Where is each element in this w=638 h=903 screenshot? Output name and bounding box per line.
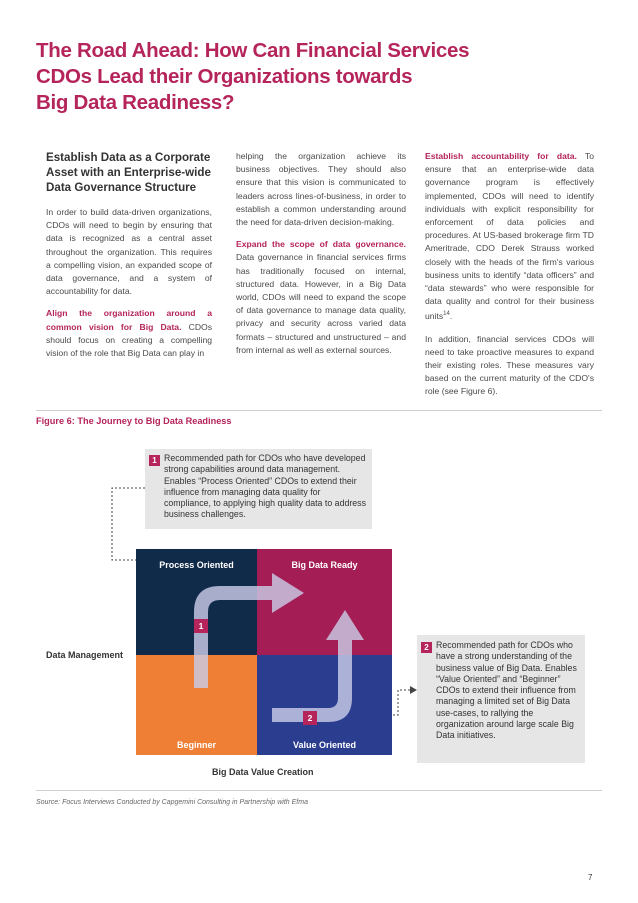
col1-p2-lead: Align the organization around a common vision for Big Data. — [46, 308, 212, 332]
col1-p2-body: CDOs should focus on creating a compelling vision of the role that Big Data can play in — [46, 321, 213, 359]
label-beginner: Beginner — [176, 740, 216, 750]
figure-title: Figure 6: The Journey to Big Data Readiness — [36, 416, 232, 426]
path-1-arrow — [194, 573, 304, 688]
col3-p1-end: . — [449, 311, 453, 322]
col2-paragraph-1: helping the organization achieve its business objectives. They should also ensure that this vision is communicated to leaders across lines-of-business, in order to establish a common understanding around the need for data-driven decision-making. — [236, 151, 406, 228]
callout-2 — [417, 635, 585, 763]
col1-paragraph-1: In order to build data-driven organizations, CDOs will need to begin by ensuring that data is recognized as a central asset throughout the organization. This requires a compelling vision, an expanded scope of data governance, and a system of accountability for data. — [46, 207, 212, 297]
title-line-1: The Road Ahead: How Can Financial Services — [36, 39, 470, 62]
col2-p2-body: Data governance in financial services firms has traditionally focused on internal, structured data. However, in a Big Data world, CDOs will need to expand the scope of data governance to manage data quality, privacy and security across varied data formats – structured and unstructured – and from internal as well as external sources. — [236, 252, 406, 355]
figure-source: Source: Focus Interviews Conducted by Capgemini Consulting in Partnership with Efma — [36, 799, 308, 806]
path-1-badge: 1 — [194, 619, 208, 633]
page-number: 7 — [588, 873, 593, 882]
title-line-3: Big Data Readiness? — [36, 91, 235, 114]
path-2-arrow — [272, 610, 364, 722]
label-value-oriented: Value Oriented — [292, 740, 357, 750]
footnote-ref: 14 — [443, 311, 450, 318]
title-line-2: CDOs Lead their Organizations towards — [36, 65, 413, 88]
callout-1-number: 1 — [149, 455, 160, 466]
callout-1-text: Recommended path for CDOs who have developed strong capabilities around data management. Enables “Process Oriented” CDOs to extend their influence from managing data quality for compliance, to applying high quality data to address business challenges. — [164, 453, 366, 520]
figure-bottom-divider — [36, 790, 602, 791]
col3-p1-body: To ensure that an enterprise-wide data governance program is effectively implemented, CDOs will need to identify individuals with explicit responsibility for enforcement of data policies and procedures. At US-based brokerage firm TD Ameritrade, CDO Derek Strauss worked closely with the heads of the firm's various business units to identify “data officers” and “data stewards” who were responsible for data quality and control for their business units — [425, 151, 594, 322]
callout-2-text: Recommended path for CDOs who have a strong understanding of the business value of Big Data. Enables “Value Oriented” and “Beginner” CDOs to extend their influence from managing a limited set of Big Data use-cases, to rallying the organization around large scale Big Data initiatives. — [436, 640, 577, 741]
path-2-badge: 2 — [303, 711, 317, 725]
section-heading: Establish Data as a Corporate Asset with an Enterprise-wide Data Governance Structure — [46, 151, 211, 194]
col2-p2-lead: Expand the scope of data governance. — [236, 239, 406, 250]
label-process-oriented: Process Oriented — [159, 560, 234, 570]
callout-2-number: 2 — [421, 642, 432, 653]
y-axis-label: Data Management — [46, 650, 124, 660]
label-big-data-ready: Big Data Ready — [291, 560, 358, 570]
col3-p1-lead: Establish accountability for data. — [425, 151, 577, 161]
col3-paragraph-2: In addition, financial services CDOs will need to take proactive measures to expand their existing roles. These measures vary based on the current maturity of the CDO's role (see Figure 6). — [425, 333, 594, 397]
x-axis-label: Big Data Value Creation — [212, 767, 314, 777]
